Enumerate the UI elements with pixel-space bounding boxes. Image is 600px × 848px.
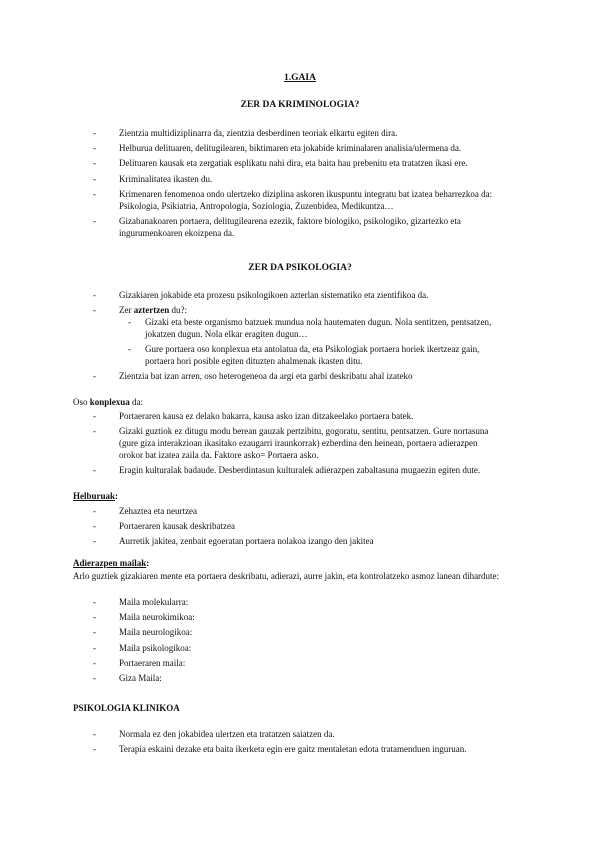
item-text: du?: xyxy=(169,305,187,316)
psikologia-klinikoa-heading: PSIKOLOGIA KLINIKOA xyxy=(73,703,180,713)
heading-text: Helburuak xyxy=(73,491,116,501)
konplexua-intro xyxy=(73,396,513,408)
list-item: - Portaeraren kausak deskribatzea xyxy=(93,520,503,532)
list-item: - Eragin kulturalak badaude. Desberdintasun kulturalek adierazpen zabaltasuna mugaezin egiten dute. xyxy=(93,464,503,476)
heading-suffix: : xyxy=(146,558,150,568)
list-item: - Zientzia bat izan arren, oso heterogeneoa da argi eta garbi deskribatu ahal izateko xyxy=(93,370,503,382)
kriminologia-list xyxy=(93,127,503,242)
section-heading-kriminologia: ZER DA KRIMINOLOGIA? xyxy=(240,100,360,110)
list-item xyxy=(93,304,503,316)
psikologia-list xyxy=(93,289,503,319)
sub-list-item: - Gure portaera oso konplexua eta antolatua da, eta Psikologiak portaera horiek ikertzeaz gain, portaera hori posible egiten dituzten ahalmenak ikasten ditu. xyxy=(128,343,503,367)
adierazpen-intro: Arlo guztiek gizakiaren mente eta portaera deskribatu, adierazi, aurre jakin, eta kontrolatzeko asmoz lanean dihardute: xyxy=(73,571,500,581)
sub-list-item: - Gizaki eta beste organismo batzuek mundua nola hautematen dugun. Nola sentitzen, pentsatzen, jokatzen dugun. Nola elkar eragiten dugun… xyxy=(128,316,503,340)
list-item: - Portaeraren maila: xyxy=(93,657,503,669)
list-item: - Kriminalitatea ikasten du. xyxy=(93,173,503,185)
heading-suffix: : xyxy=(115,491,119,501)
page-title: 1.GAIA xyxy=(284,73,316,83)
list-item: - Maila molekularra: xyxy=(93,596,503,608)
list-item: - Terapia eskaini dezake eta baita ikerketa egin ere gaitz mentaletan edota tratamenduen inguruan. xyxy=(93,743,503,755)
section-heading-psikologia: ZER DA PSIKOLOGIA? xyxy=(248,263,352,273)
list-item: - Maila neurokimikoa: xyxy=(93,611,503,623)
psikologia-sublist xyxy=(128,316,503,370)
list-item: - Portaeraren kausa ez delako bakarra, kausa asko izan ditzakeelako portaera batek. xyxy=(93,410,503,422)
list-item: - Krimenaren fenomenoa ondo ulertzeko diziplina askoren ikuspuntu integratu bat izatea beharrezkoa da: Psikologia, Psikiatria, Antropologia, Soziologia, Zuzenbidea, Medikuntza… xyxy=(93,188,503,212)
adierazpen-mailak-heading xyxy=(73,557,149,569)
intro-text: da: xyxy=(129,397,144,407)
list-item: - Gizabanakoaren portaera, delitugilearena ezezik, faktore biologiko, psikologiko, gizartezko eta ingurumenkoaren ekoizpena da. xyxy=(93,215,503,239)
item-text-bold: aztertzen xyxy=(133,305,170,316)
intro-text-bold: konplexua xyxy=(89,397,130,407)
list-item: - Gizaki guztiok ez ditugu modu berean gauzak pertzibitu, gogoratu, sentitu, pentsatzen. Gure nortasuna (gure giza interakzioan ikasitako ezaugarri iraunkorrak) ezberdina den heinean, portaera adierazpen orokor bat izatea zaila da. Faktore asko= Portaera asko. xyxy=(93,425,503,461)
konplexua-list xyxy=(93,410,503,480)
heading-text: Adierazpen mailak xyxy=(73,558,147,568)
klinikoa-list xyxy=(93,728,503,758)
list-item: - Zehaztea eta neurtzea xyxy=(93,505,503,517)
list-item: - Delituaren kausak eta zergatiak esplikatu nahi dira, eta baita hau prebenitu eta tratatzen ikasi ere. xyxy=(93,157,503,169)
list-item: - Helburua delituaren, delitugilearen, biktimaren eta jokabide kriminalaren analisia/ulermena da. xyxy=(93,142,503,154)
list-item: - Giza Maila: xyxy=(93,672,503,684)
list-item: - Zientzia multidiziplinarra da, zientzia desberdinen teoriak elkartu egiten dira. xyxy=(93,127,503,139)
list-item: - Aurretik jakitea, zenbait egoeratan portaera nolakoa izango den jakitea xyxy=(93,535,503,547)
psikologia-list-cont xyxy=(93,370,503,385)
intro-text: Oso xyxy=(73,397,90,407)
list-item: - Maila psikologikoa: xyxy=(93,642,503,654)
item-text: Zer xyxy=(119,305,134,316)
list-item: - Normala ez den jokabidea ulertzen eta tratatzen saiatzen da. xyxy=(93,728,503,740)
list-item: - Maila neurologikoa: xyxy=(93,626,503,638)
helburuak-list xyxy=(93,505,503,551)
mailak-list xyxy=(93,596,503,687)
helburuak-heading xyxy=(73,490,118,502)
list-item: - Gizakiaren jokabide eta prozesu psikologikoen azterlan sistematiko eta zientifikoa da. xyxy=(93,289,503,301)
